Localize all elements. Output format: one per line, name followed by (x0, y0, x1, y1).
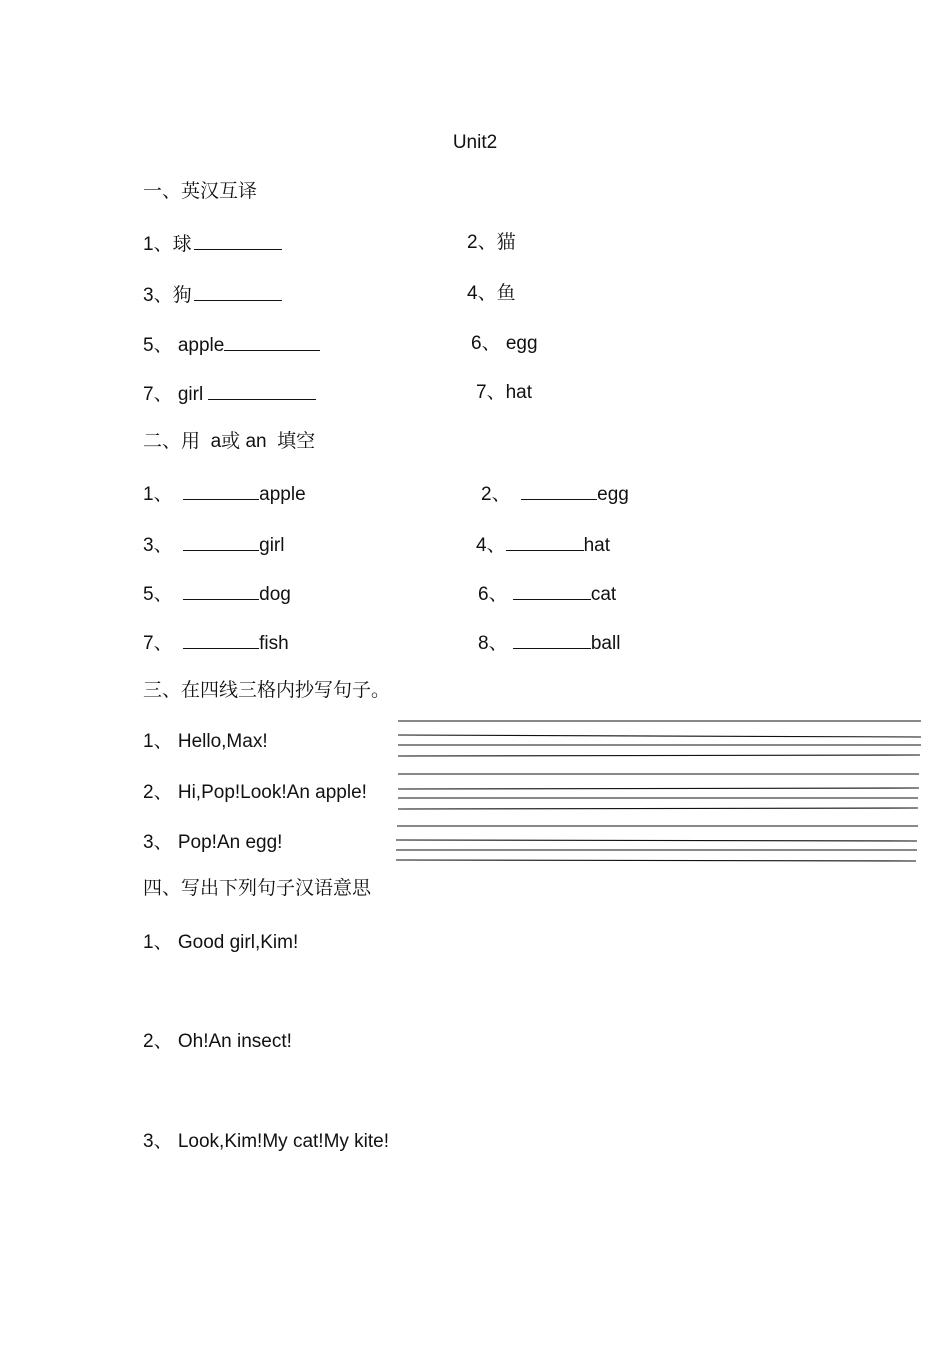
section4-heading: 四、写出下列句子汉语意思 (143, 878, 372, 899)
s3-item-2: 2、 Hi,Pop!Look!An apple! (143, 782, 367, 803)
s2-item-2: 2、 egg (481, 484, 629, 505)
s1-item-6: 6、 egg (471, 333, 538, 354)
s2-item-4: 4、 hat (476, 535, 610, 556)
s2-item-3: 3、 girl (143, 535, 285, 556)
s3-item-3: 3、 Pop!An egg! (143, 832, 283, 853)
s1-item-2: 2、猫 (467, 232, 516, 253)
s3-item-1: 1、 Hello,Max! (143, 731, 268, 752)
s2-item-1: 1、 apple (143, 484, 306, 505)
section1-heading: 一、英汉互译 (143, 181, 258, 202)
s4-item-3: 3、 Look,Kim!My cat!My kite! (143, 1131, 390, 1152)
page-title: Unit2 (452, 132, 498, 153)
s1-item-4: 4、鱼 (467, 283, 516, 304)
s4-item-1: 1、 Good girl,Kim! (143, 932, 299, 953)
s1-item-1: 1、球 (143, 232, 282, 256)
section2-heading: 二、用 a或 an 填空 (143, 431, 316, 452)
s1-item-3: 3、狗 (143, 283, 282, 307)
s2-item-6: 6、 cat (478, 584, 617, 605)
s2-item-5: 5、 dog (143, 584, 291, 605)
s1-item-7: 7、 girl (143, 382, 316, 406)
s1-item-8: 7、hat (476, 382, 532, 403)
s2-item-7: 7、 fish (143, 633, 289, 654)
s1-item-5: 5、 apple (143, 333, 320, 357)
s4-item-2: 2、 Oh!An insect! (143, 1031, 292, 1052)
s2-item-8: 8、 ball (478, 633, 621, 654)
section3-heading: 三、在四线三格内抄写句子。 (143, 680, 391, 701)
